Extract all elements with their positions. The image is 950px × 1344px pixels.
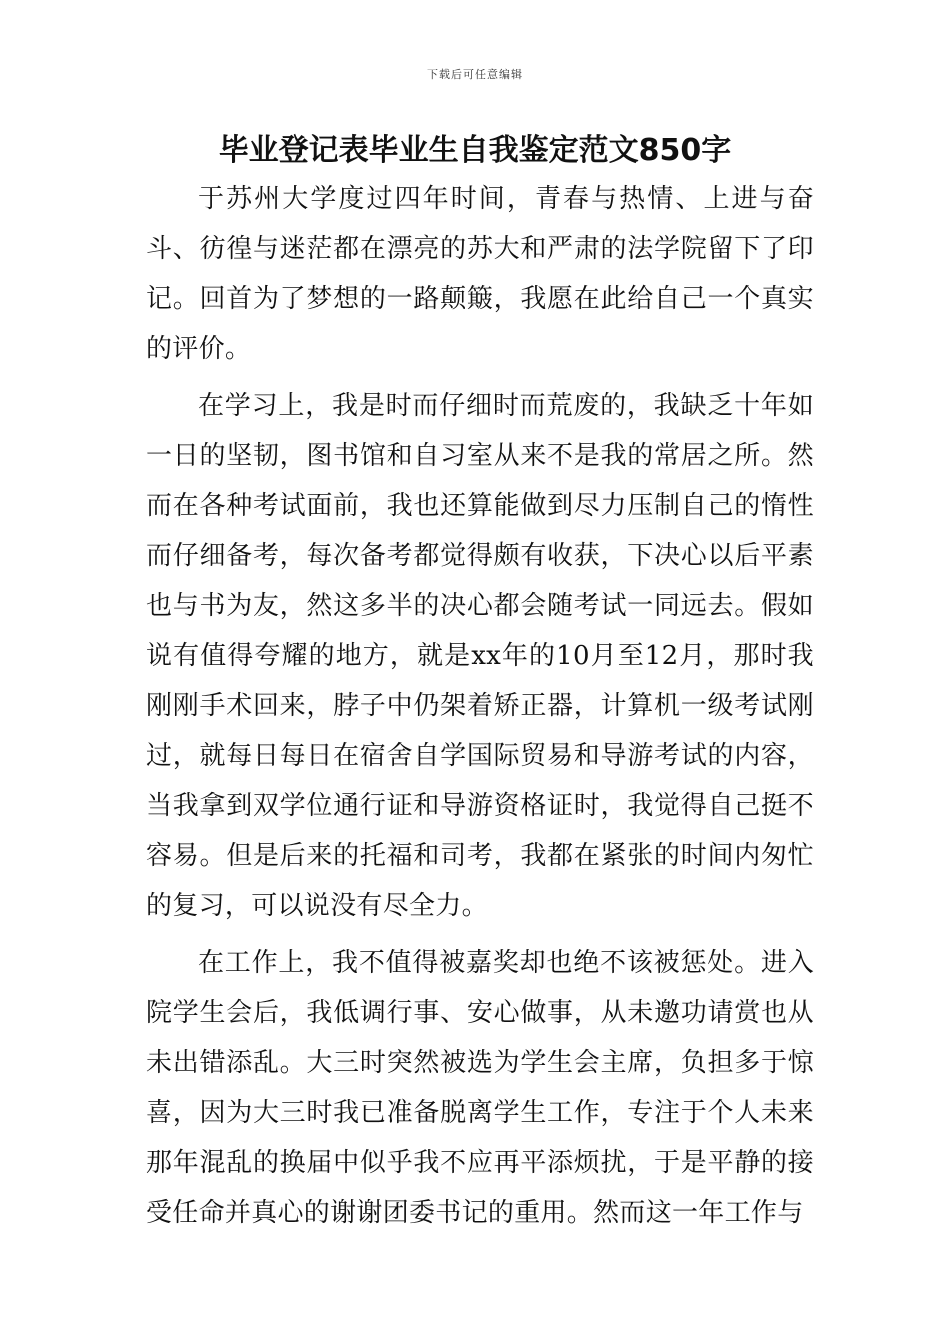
document-title: 毕业登记表毕业生自我鉴定范文850字: [218, 133, 732, 168]
header-note: 下载后可任意编辑: [427, 68, 523, 81]
document-body: [146, 174, 814, 1245]
paragraph-work: 在工作上，我不值得被嘉奖却也绝不该被惩处。进入院学生会后，我低调行事、安心做事，从未邀功请赏也从未出错添乱。大三时突然被选为学生会主席，负担多于惊喜，因为大三时我已准备脱离学生工作，专注于个人未来那年混乱的换届中似乎我不应再平添烦扰，于是平静的接受任命并真心的谢谢团委书记的重用。然而这一年工作与: [146, 948, 814, 1228]
paragraph-intro: 于苏州大学度过四年时间，青春与热情、上进与奋斗、彷徨与迷茫都在漂亮的苏大和严肃的法学院留下了印记。回首为了梦想的一路颠簸，我愿在此给自己一个真实的评价。: [146, 184, 814, 364]
paragraph-study: 在学习上，我是时而仔细时而荒废的，我缺乏十年如一日的坚韧，图书馆和自习室从来不是我的常居之所。然而在各种考试面前，我也还算能做到尽力压制自己的惰性而仔细备考，每次备考都觉得颇有收获，下决心以后平素也与书为友，然这多半的决心都会随考试一同远去。假如说有值得夸耀的地方，就是xx年的10月至12月，那时我刚刚手术回来，脖子中仍架着矫正器，计算机一级考试刚过，就每日每日在宿舍自学国际贸易和导游考试的内容，当我拿到双学位通行证和导游资格证时，我觉得自己挺不容易。但是后来的托福和司考，我都在紧张的时间内匆忙的复习，可以说没有尽全力。: [146, 391, 814, 921]
